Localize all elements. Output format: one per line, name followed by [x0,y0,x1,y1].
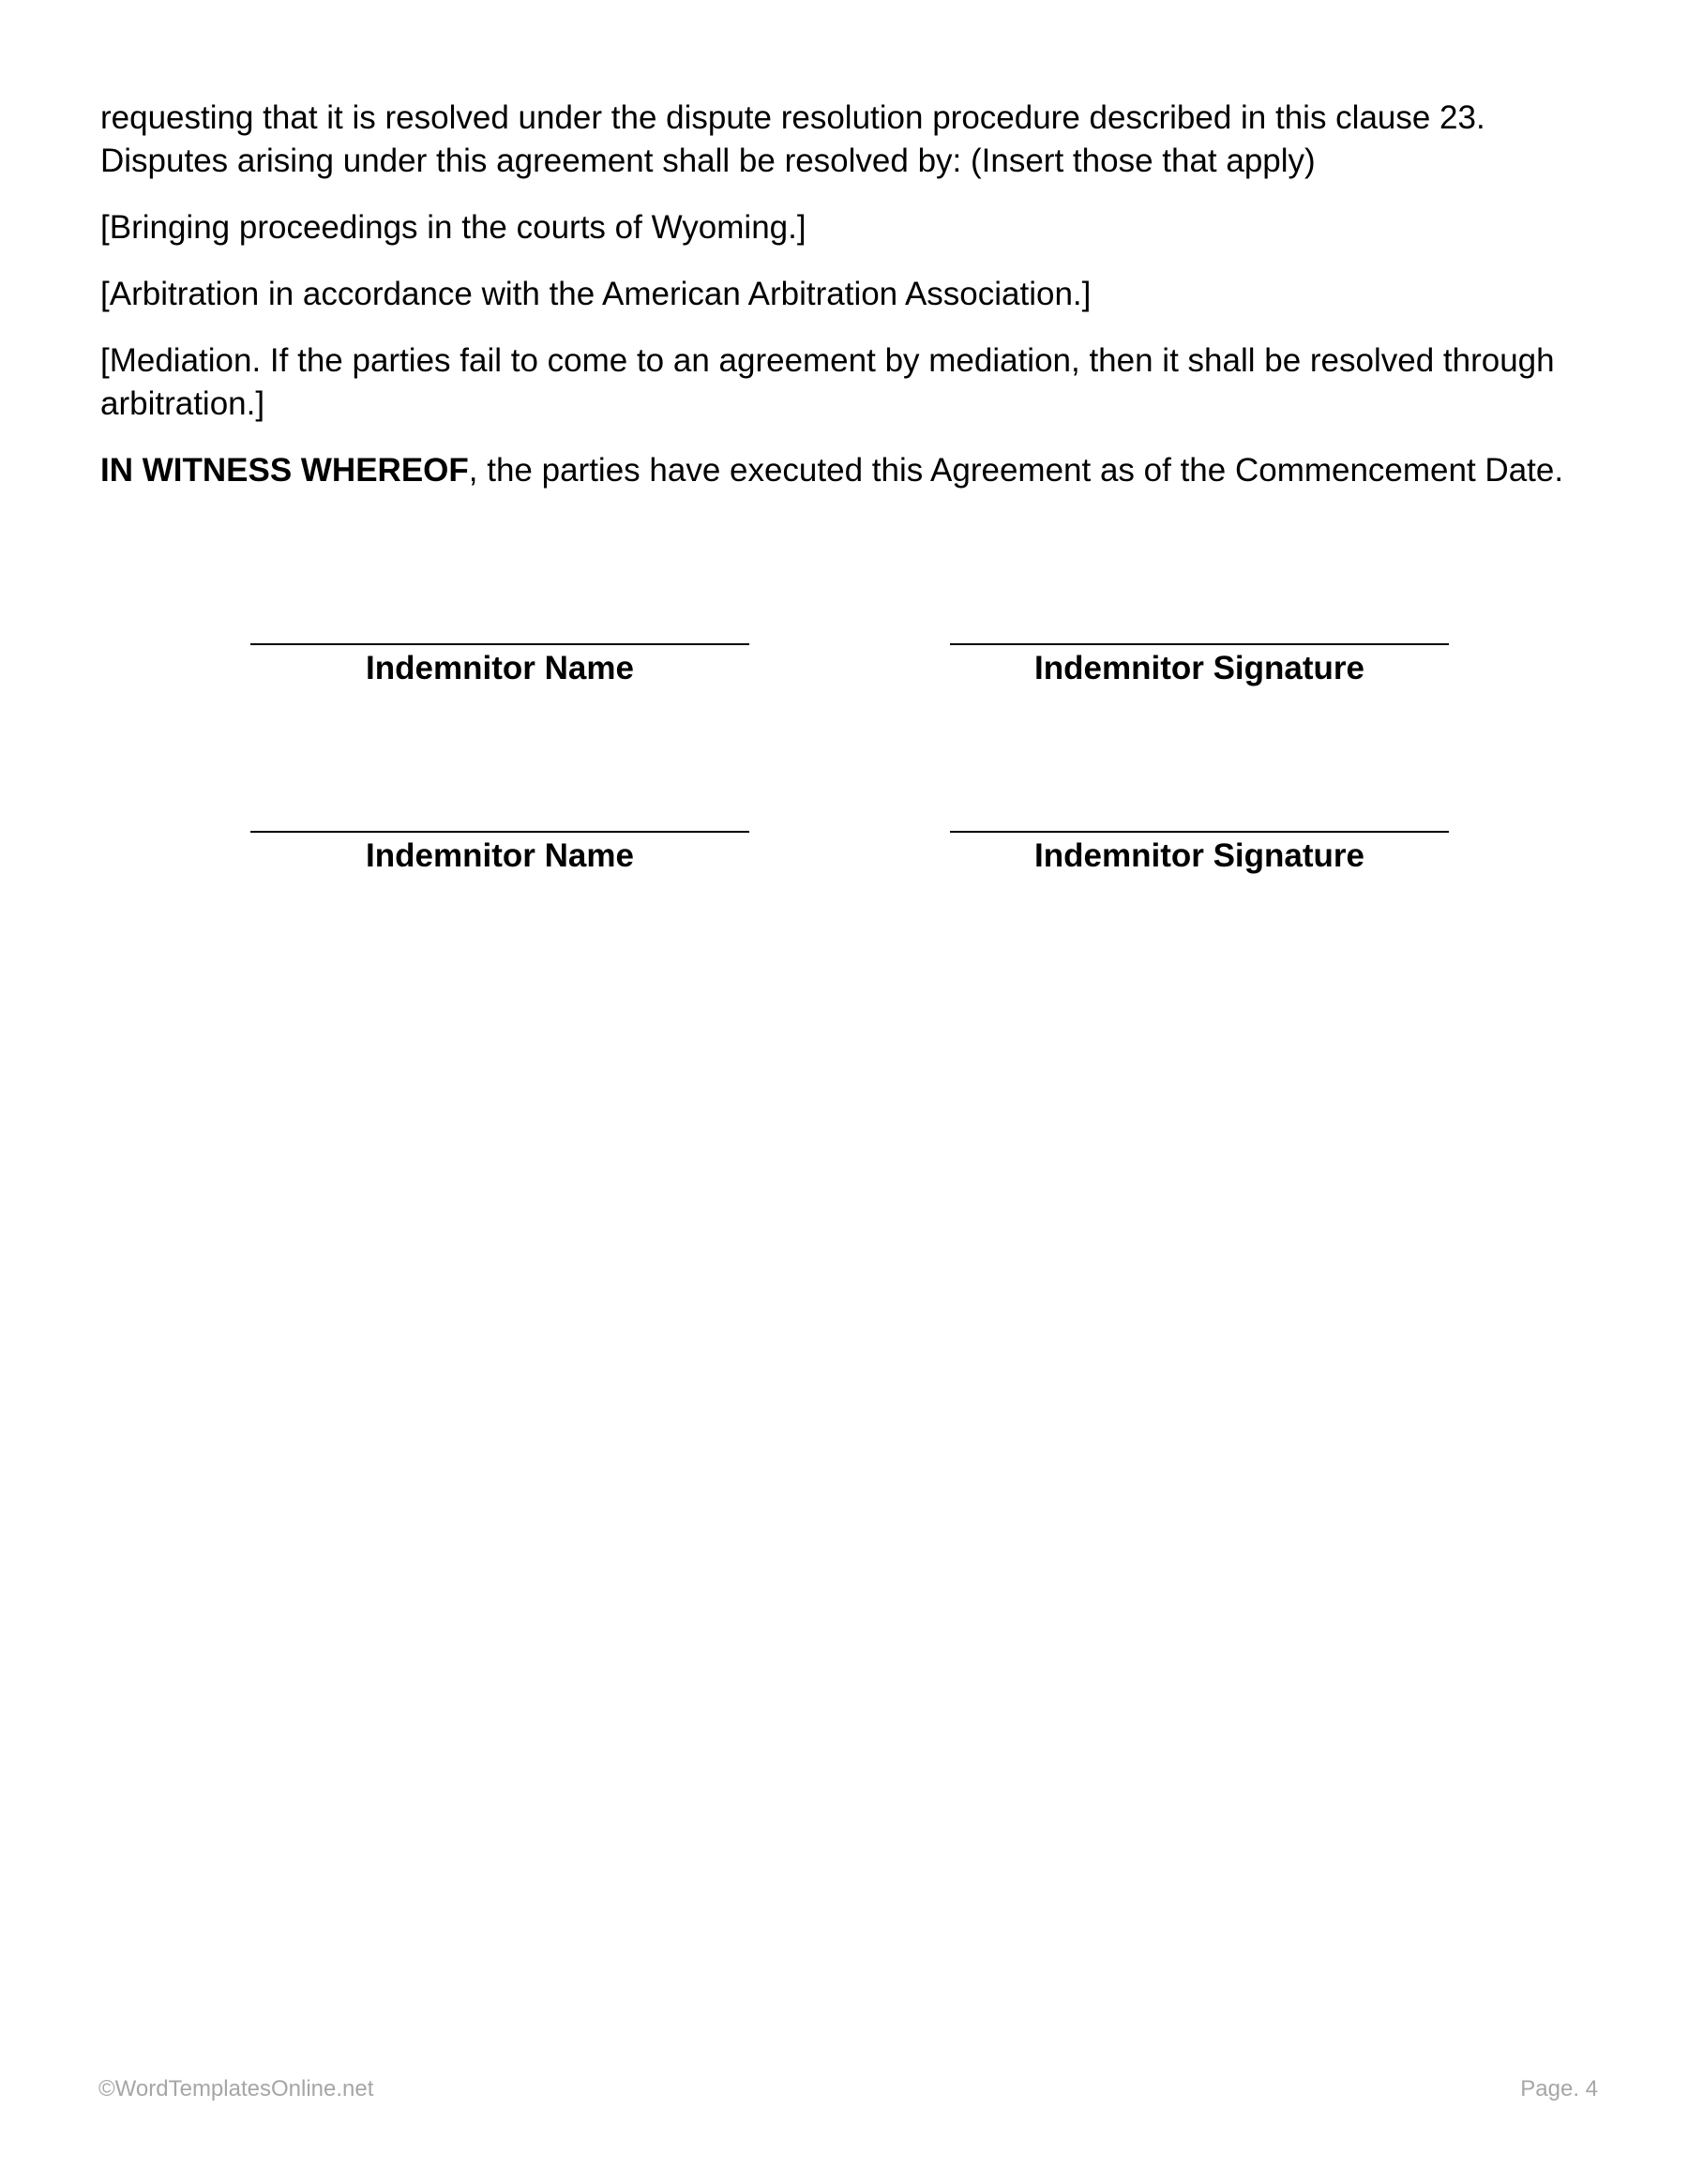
signature-label: Indemnitor Signature [1034,837,1364,874]
signature-block-name-2 [250,831,749,878]
signature-label: Indemnitor Name [366,650,634,686]
signature-line [950,643,1449,645]
signature-line [250,643,749,645]
paragraph-line: requesting that it is resolved under the dispute resolution procedure described in this clause 23. [100,99,1485,136]
paragraph-line: [Mediation. If the parties fail to come to an agreement by mediation, then it shall be resolved through [100,342,1555,379]
signature-line [250,831,749,833]
footer-copyright: ©WordTemplatesOnline.net [98,2076,374,2101]
paragraph-line: arbitration.] [100,385,265,422]
signature-block-signature-1 [950,643,1449,690]
paragraph-line: Disputes arising under this agreement shall be resolved by: (Insert those that apply) [100,143,1316,179]
signature-block-signature-2 [950,831,1449,878]
mediation-option [100,339,1601,426]
courts-option: [Bringing proceedings in the courts of Wyoming.] [100,209,806,246]
witness-clause [100,449,1601,492]
dispute-resolution-paragraph [100,97,1601,183]
witness-text: , the parties have executed this Agreement as of the Commencement Date. [468,452,1564,489]
signature-block-name-1 [250,643,749,690]
signature-label: Indemnitor Name [366,837,634,874]
witness-heading: IN WITNESS WHEREOF [100,452,469,489]
signature-label: Indemnitor Signature [1034,650,1364,686]
arbitration-option: [Arbitration in accordance with the American Arbitration Association.] [100,276,1092,312]
signature-line [950,831,1449,833]
footer-page-number: Page. 4 [1520,2076,1598,2101]
